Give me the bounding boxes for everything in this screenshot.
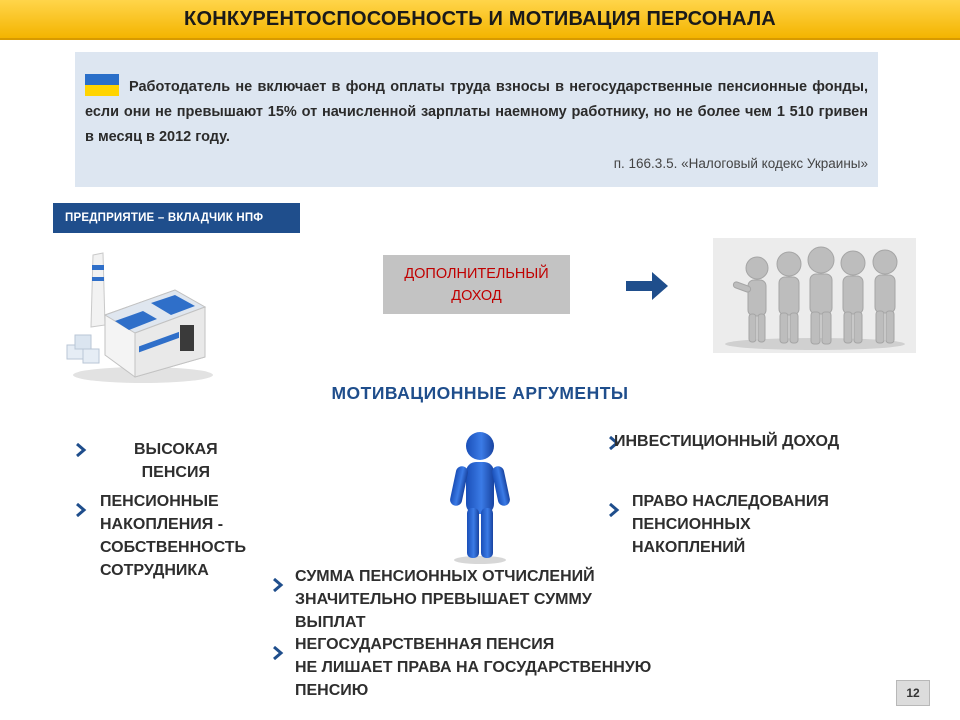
argument-high-pension: [134, 438, 218, 484]
savings-line-1: ПЕНСИОННЫЕ: [100, 493, 219, 510]
argument-savings: [100, 490, 246, 582]
slide-title: КОНКУРЕНТОСПОСОБНОСТЬ И МОТИВАЦИЯ ПЕРСОНАЛА: [0, 0, 960, 40]
income-line-2: ДОХОД: [451, 287, 502, 304]
savings-line-3: СОБСТВЕННОСТЬ: [100, 539, 247, 556]
chevron-right-icon: [75, 443, 87, 457]
additional-income-box: [383, 255, 570, 314]
high-pension-line-2: ПЕНСИЯ: [141, 464, 210, 481]
quote-box: [75, 52, 878, 187]
state-pension-line-2: НЕ ЛИШАЕТ ПРАВА НА ГОСУДАРСТВЕННУЮ: [295, 659, 652, 676]
contributions-line-1: СУММА ПЕНСИОННЫХ ОТЧИСЛЕНИЙ: [295, 568, 595, 585]
quote-paragraph: [85, 74, 868, 150]
motivation-heading: МОТИВАЦИОННЫЕ АРГУМЕНТЫ: [331, 383, 629, 403]
contributions-line-3: ВЫПЛАТ: [295, 614, 366, 631]
people-group-icon: [713, 238, 916, 353]
page-number: 12: [896, 680, 930, 706]
savings-line-4: СОТРУДНИКА: [100, 562, 209, 579]
inheritance-line-1: ПРАВО НАСЛЕДОВАНИЯ: [632, 493, 829, 510]
quote-source: п. 166.3.5. «Налоговый кодекс Украины»: [613, 156, 868, 171]
chevron-right-icon: [272, 646, 284, 660]
state-pension-line-3: ПЕНСИЮ: [295, 682, 369, 699]
state-pension-line-1: НЕГОСУДАРСТВЕННАЯ ПЕНСИЯ: [295, 636, 555, 653]
investment-line-1: ИНВЕСТИЦИОННЫЙ ДОХОД: [614, 433, 840, 450]
arrow-right-icon: [626, 272, 668, 300]
chevron-right-icon: [608, 503, 620, 517]
income-line-1: ДОПОЛНИТЕЛЬНЫЙ: [404, 265, 549, 282]
quote-text: Работодатель не включает в фонд оплаты труда взносы в негосударственные пенсионные фонды, если они не превышают 15% от начисленной зарплаты наемному работнику, но не более чем 1 510 гривен в месяц в 2012 году.: [85, 79, 868, 145]
factory-icon: [55, 245, 215, 385]
inheritance-line-3: НАКОПЛЕНИЙ: [632, 539, 746, 556]
chevron-right-icon: [75, 503, 87, 517]
person-icon: [445, 430, 515, 565]
chevron-right-icon: [272, 578, 284, 592]
ukraine-flag-icon: [85, 74, 119, 96]
savings-line-2: НАКОПЛЕНИЯ -: [100, 516, 224, 533]
inheritance-line-2: ПЕНСИОННЫХ: [632, 516, 751, 533]
people-image: [713, 238, 916, 353]
enterprise-badge: ПРЕДПРИЯТИЕ – ВКЛАДЧИК НПФ: [53, 203, 300, 233]
argument-inheritance: [632, 490, 829, 559]
argument-investment: [614, 430, 839, 453]
argument-state-pension: [295, 633, 651, 702]
high-pension-line-1: ВЫСОКАЯ: [134, 441, 218, 458]
argument-contributions: [295, 565, 595, 634]
contributions-line-2: ЗНАЧИТЕЛЬНО ПРЕВЫШАЕТ СУММУ: [295, 591, 592, 608]
